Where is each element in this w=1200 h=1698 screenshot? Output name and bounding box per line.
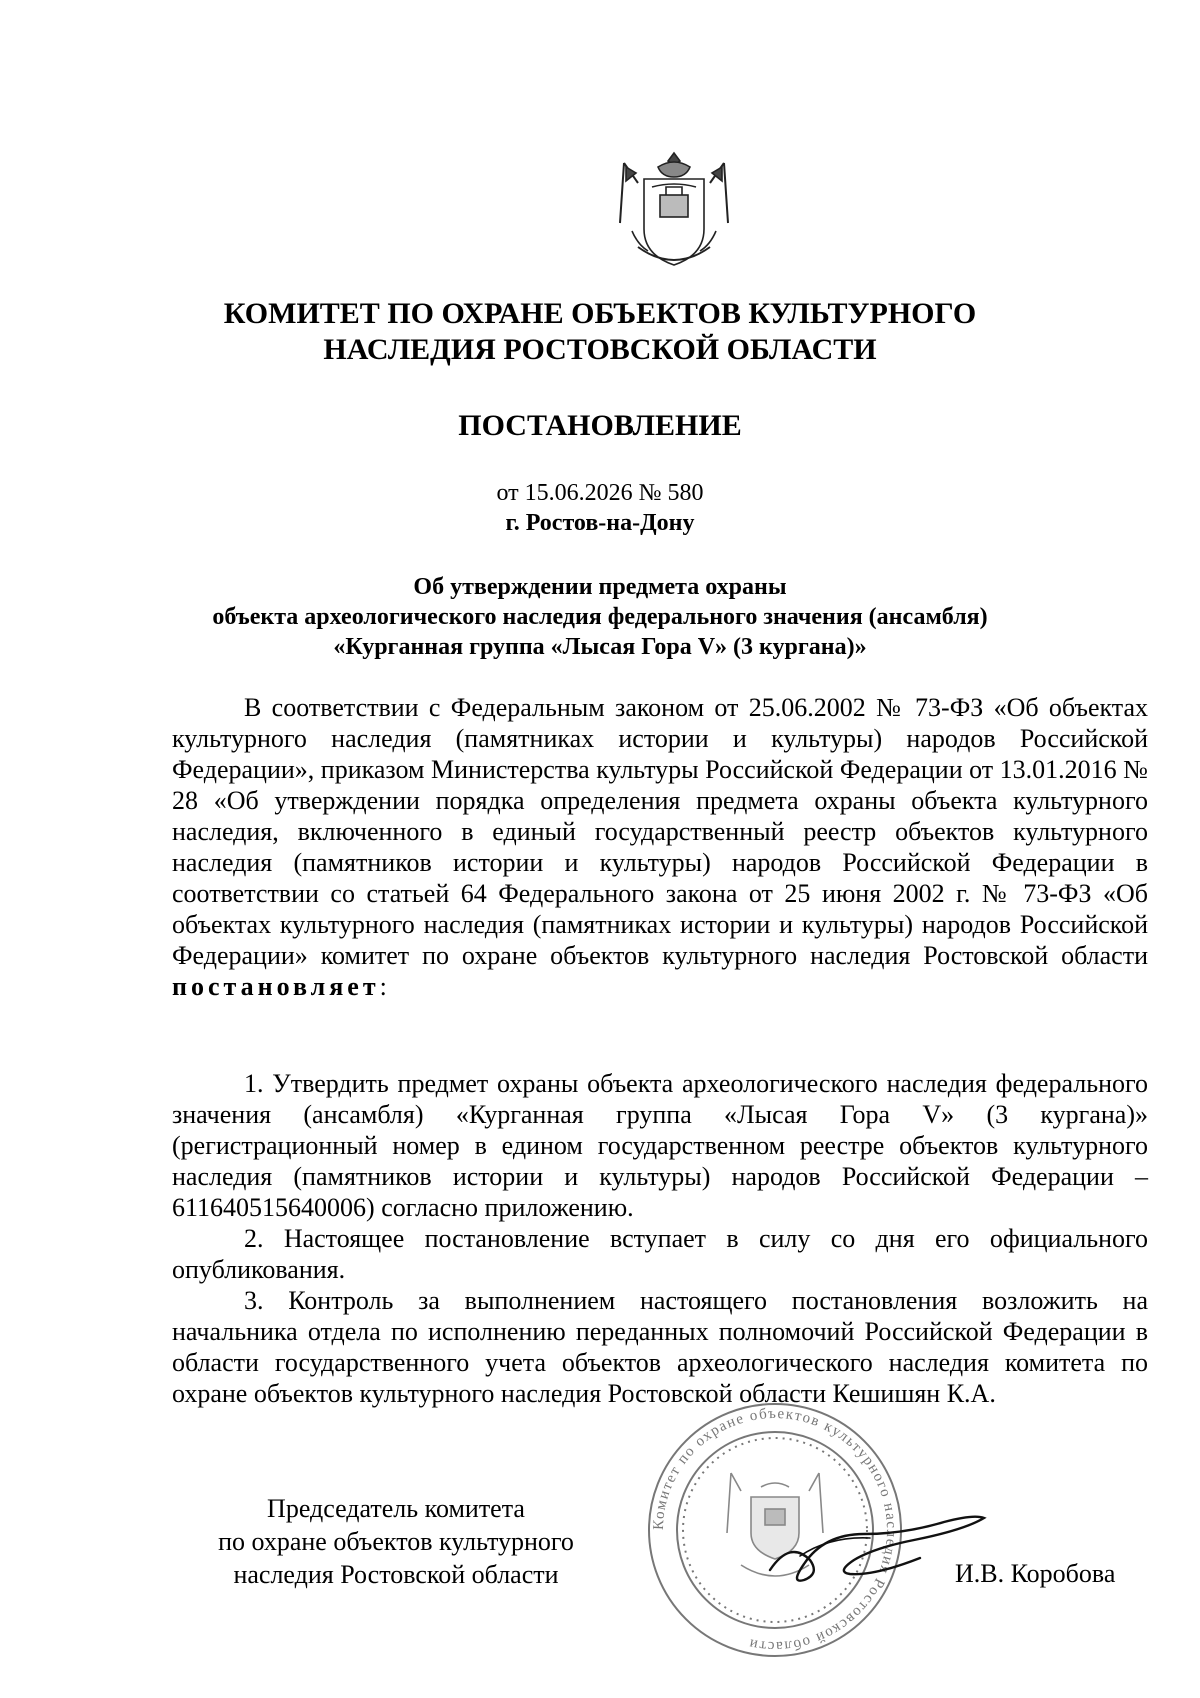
preamble <box>172 692 1148 1002</box>
signer-title-line1: Председатель комитета <box>267 1494 525 1523</box>
committee-title-line1: КОМИТЕТ ПО ОХРАНЕ ОБЪЕКТОВ КУЛЬТУРНОГО <box>223 297 977 330</box>
signer-title-line3: наследия Ростовской области <box>233 1560 559 1589</box>
seal-text: Комитет по охране объектов культурного наследия Ростовской области <box>650 1405 900 1655</box>
resolution-item-3: 3. Контроль за выполнением настоящего постановления возложить на начальника отдела по исполнению переданных полномочий Российской Федерации в области государственного учета объектов археологического наследия комитета по охране объектов культурного наследия Ростовской области Кешишян К.А. <box>172 1286 1148 1408</box>
signer-name: И.В. Коробова <box>955 1559 1116 1588</box>
coat-of-arms-icon <box>608 147 740 275</box>
document-type: ПОСТАНОВЛЕНИЕ <box>458 409 742 442</box>
decree-word: постановляет <box>172 972 380 1001</box>
preamble-text: В соответствии с Федеральным законом от 25.06.2002 № 73-ФЗ «Об объектах культурного наследия (памятниках истории и культуры) народов Российской Федерации», приказом Министерства культуры Российской Федерации от 13.01.2016 № 28 «Об утверждении порядка определения предмета охраны объекта культурного наследия, включенного в единый государственный реестр объектов культурного наследия (памятников истории и культуры) народов Российской Федерации в соответствии со статьей 64 Федерального закона от 25 июня 2002 г. № 73-ФЗ «Об объектах культурного наследия (памятниках истории и культуры) народов Российской Федерации» комитет по охране объектов культурного наследия Ростовской области <box>172 693 1148 970</box>
document-city: г. Ростов-на-Дону <box>505 510 695 536</box>
subject-line2: объекта археологического наследия федерального значения (ансамбля) <box>212 604 988 630</box>
signer-title <box>176 1492 616 1591</box>
decree-suffix: : <box>379 972 387 1001</box>
document-date-number: от 15.06.2026 № 580 <box>496 480 704 506</box>
resolution-item-2: 2. Настоящее постановление вступает в силу со дня его официального опубликования. <box>172 1224 1148 1284</box>
committee-title <box>160 296 1040 368</box>
resolution-items <box>172 1068 1148 1409</box>
preamble-paragraph <box>172 692 1148 1002</box>
resolution-item-1: 1. Утвердить предмет охраны объекта археологического наследия федерального значения (ансамбля) «Курганная группа «Лысая Гора V» (3 кургана)» (регистрационный номер в едином государственном реестре объектов культурного наследия (памятников истории и культуры) народов Российской Федерации – 611640515640006) согласно приложению. <box>172 1069 1148 1222</box>
committee-title-line2: НАСЛЕДИЯ РОСТОВСКОЙ ОБЛАСТИ <box>323 333 877 366</box>
subject-line1: Об утверждении предмета охраны <box>413 574 787 600</box>
signer-title-line2: по охране объектов культурного <box>218 1527 574 1556</box>
document-subject <box>160 572 1040 662</box>
subject-line3: «Курганная группа «Лысая Гора V» (3 кургана)» <box>333 634 867 660</box>
